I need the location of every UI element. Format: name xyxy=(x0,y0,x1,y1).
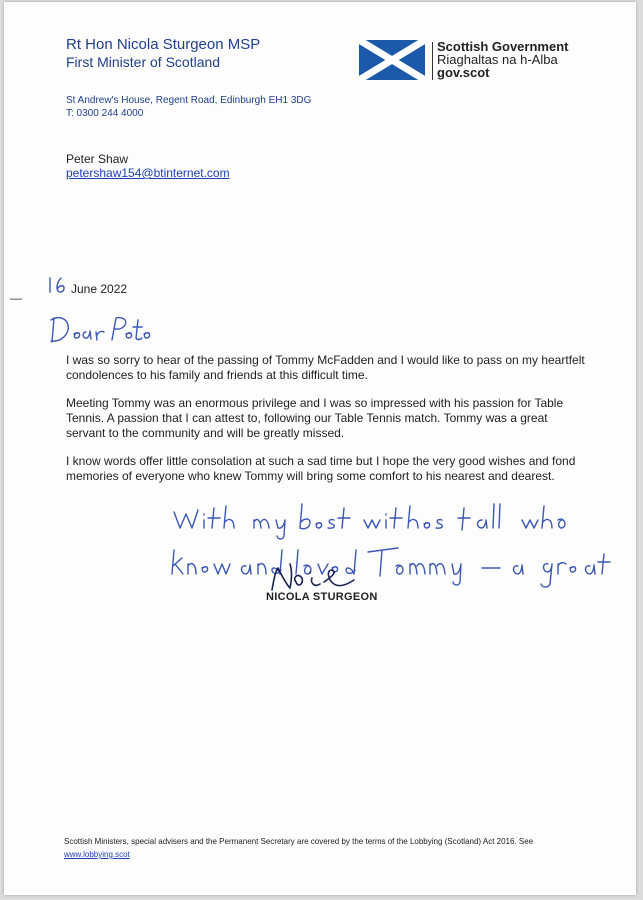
logo-line-website: gov.scot xyxy=(437,65,490,80)
margin-dash: — xyxy=(10,291,22,305)
address-line: St Andrew's House, Regent Road, Edinburgh EH1 3DG xyxy=(66,95,312,106)
logo-text xyxy=(437,40,568,79)
letter-body xyxy=(66,353,586,497)
phone-line: T: 0300 244 4000 xyxy=(66,108,144,119)
sender-role: First Minister of Scotland xyxy=(66,54,221,70)
sender-address xyxy=(66,94,311,120)
lobbying-link[interactable]: www.lobbying.scot xyxy=(64,850,130,859)
saltire-flag-icon xyxy=(359,40,425,80)
recipient-email-link[interactable]: petershaw154@btinternet.com xyxy=(66,166,230,180)
scottish-government-logo xyxy=(359,40,579,84)
footer-notice xyxy=(64,835,564,861)
logo-divider xyxy=(432,42,433,80)
signatory-name: NICOLA STURGEON xyxy=(266,591,378,603)
recipient-block xyxy=(66,152,230,180)
recipient-name: Peter Shaw xyxy=(66,152,129,166)
footer-text: Scottish Ministers, special advisers and the Permanent Secretary are covered by the terms of the Lobbying (Scotland) Act 2016. See xyxy=(64,837,534,846)
logo-line-gaelic: Riaghaltas na h-Alba xyxy=(437,52,558,67)
logo-line-english: Scottish Government xyxy=(437,39,569,54)
handwritten-note xyxy=(164,498,624,594)
sender-name: Rt Hon Nicola Sturgeon MSP xyxy=(66,36,261,53)
handwritten-salutation xyxy=(46,312,156,348)
letter-page xyxy=(4,2,636,895)
body-paragraph-2: Meeting Tommy was an enormous privilege and I was so impressed with his passion for Table Tennis. A passion that I can attest to, following our Table Tennis match. Tommy was a great servant to the community and will be greatly missed. xyxy=(66,396,564,440)
date-month-year: June 2022 xyxy=(71,282,128,296)
body-paragraph-3: I know words offer little consolation at such a sad time but I hope the very good wishes and fond memories of everyone who knew Tommy will bring some comfort to his nearest and dearest. xyxy=(66,454,576,483)
handwritten-date-day xyxy=(47,276,69,294)
body-paragraph-1: I was so sorry to hear of the passing of Tommy McFadden and I would like to pass on my heartfelt condolences to his family and friends at this difficult time. xyxy=(66,353,585,382)
